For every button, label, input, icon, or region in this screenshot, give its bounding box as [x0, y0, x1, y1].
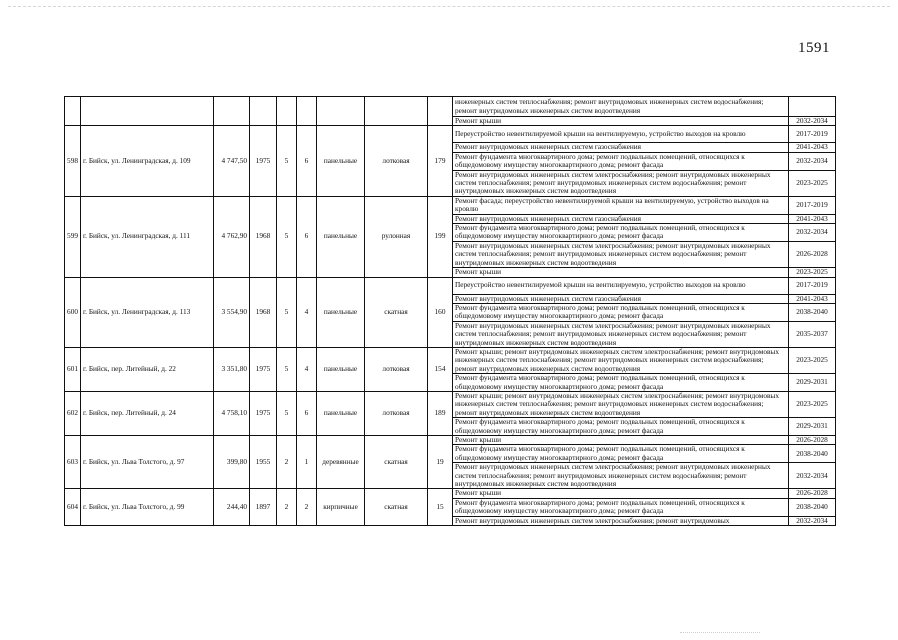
address-cell: г. Бийск, ул. Ленинградская, д. 111 [81, 196, 214, 277]
work-period: 2026-2028 [789, 489, 836, 498]
work-period [789, 97, 836, 117]
floors-cell: 5 [277, 277, 297, 347]
work-description: Ремонт внутридомовых инженерных систем газоснабжения [453, 214, 789, 223]
work-period: 2032-2034 [789, 463, 836, 489]
year-cell: 1975 [250, 347, 277, 391]
housing-repair-table [64, 96, 836, 526]
area-cell: 4 758,10 [214, 391, 250, 435]
residents-cell [428, 97, 453, 126]
work-description: Ремонт внутридомовых инженерных систем газоснабжения [453, 143, 789, 152]
row-number: 599 [65, 196, 81, 277]
work-period: 2035-2037 [789, 321, 836, 347]
address-cell: г. Бийск, пер. Литейный, д. 22 [81, 347, 214, 391]
residents-cell: 189 [428, 391, 453, 435]
row-number: 603 [65, 436, 81, 489]
entrances-cell: 1 [297, 436, 317, 489]
work-period: 2032-2034 [789, 117, 836, 126]
work-description: Ремонт крыши; ремонт внутридомовых инженерных систем электроснабжения; ремонт внутридомовых инженерных систем теплоснабжения; ремонт внутридомовых инженерных систем водоснабжения; ремонт внутридомовых инженерных систем водоотведения [453, 347, 789, 373]
walls-cell: панельные [317, 196, 365, 277]
work-description: Ремонт фундамента многоквартирного дома; ремонт подвальных помещений, относящихся к общедомовому имуществу многоквартирного дома; ремонт фасада [453, 445, 789, 463]
work-period: 2032-2034 [789, 152, 836, 170]
table-row [65, 391, 836, 417]
work-description: Ремонт внутридомовых инженерных систем электроснабжения; ремонт внутридомовых [453, 516, 789, 525]
row-number [65, 97, 81, 126]
work-description: Ремонт фундамента многоквартирного дома; ремонт подвальных помещений, относящихся к общедомовому имуществу многоквартирного дома; ремонт фасада [453, 303, 789, 321]
roof-cell: лотковая [365, 391, 428, 435]
table-row [65, 97, 836, 117]
year-cell: 1975 [250, 126, 277, 196]
year-cell: 1968 [250, 196, 277, 277]
address-cell: г. Бийск, ул. Льва Толстого, д. 99 [81, 489, 214, 526]
table-row [65, 489, 836, 498]
work-description: Переустройство невентилируемой крыши на вентилируемую, устройство выходов на кровлю [453, 277, 789, 294]
residents-cell: 154 [428, 347, 453, 391]
work-period: 2041-2043 [789, 214, 836, 223]
work-period: 2041-2043 [789, 294, 836, 303]
work-period: 2017-2019 [789, 277, 836, 294]
area-cell: 399,80 [214, 436, 250, 489]
work-period: 2029-2031 [789, 374, 836, 392]
work-period: 2017-2019 [789, 196, 836, 214]
year-cell [250, 97, 277, 126]
residents-cell: 199 [428, 196, 453, 277]
work-description: Ремонт крыши [453, 268, 789, 277]
work-period: 2017-2019 [789, 126, 836, 143]
work-description: Ремонт внутридомовых инженерных систем электроснабжения; ремонт внутридомовых инженерных систем теплоснабжения; ремонт внутридомовых инженерных систем водоснабжения; ремонт внутридомовых инженерных систем водоотведения [453, 463, 789, 489]
work-description: Ремонт фундамента многоквартирного дома; ремонт подвальных помещений, относящихся к общедомовому имуществу многоквартирного дома; ремонт фасада [453, 224, 789, 242]
year-cell: 1975 [250, 391, 277, 435]
row-number: 600 [65, 277, 81, 347]
scan-top-edge [8, 6, 890, 7]
table-row [65, 347, 836, 373]
roof-cell: рулонная [365, 196, 428, 277]
entrances-cell: 4 [297, 347, 317, 391]
work-description: Ремонт внутридомовых инженерных систем электроснабжения; ремонт внутридомовых инженерных систем теплоснабжения; ремонт внутридомовых инженерных систем водоснабжения; ремонт внутридомовых инженерных систем водоотведения [453, 170, 789, 196]
walls-cell: деревянные [317, 436, 365, 489]
page-number: 1591 [798, 40, 830, 56]
year-cell: 1968 [250, 277, 277, 347]
year-cell: 1955 [250, 436, 277, 489]
scan-bottom-mark [680, 632, 760, 633]
row-number: 598 [65, 126, 81, 196]
work-period: 2023-2025 [789, 347, 836, 373]
work-period: 2038-2040 [789, 498, 836, 516]
floors-cell [277, 97, 297, 126]
residents-cell: 15 [428, 489, 453, 526]
year-cell: 1897 [250, 489, 277, 526]
floors-cell: 5 [277, 347, 297, 391]
work-period: 2041-2043 [789, 143, 836, 152]
row-number: 602 [65, 391, 81, 435]
work-period: 2038-2040 [789, 445, 836, 463]
area-cell: 3 554,90 [214, 277, 250, 347]
walls-cell: панельные [317, 391, 365, 435]
work-description: Ремонт фундамента многоквартирного дома; ремонт подвальных помещений, относящихся к общедомовому имуществу многоквартирного дома; ремонт фасада [453, 418, 789, 436]
address-cell [81, 97, 214, 126]
floors-cell: 2 [277, 436, 297, 489]
walls-cell: панельные [317, 126, 365, 196]
work-period: 2023-2025 [789, 268, 836, 277]
roof-cell: скатная [365, 436, 428, 489]
area-cell: 4 762,90 [214, 196, 250, 277]
work-description: Ремонт фасада; переустройство невентилируемой крыши на вентилируемую, устройство выходов на кровлю [453, 196, 789, 214]
residents-cell: 160 [428, 277, 453, 347]
area-cell [214, 97, 250, 126]
work-period: 2026-2028 [789, 241, 836, 267]
area-cell: 244,40 [214, 489, 250, 526]
walls-cell: панельные [317, 277, 365, 347]
work-description: Ремонт фундамента многоквартирного дома; ремонт подвальных помещений, относящихся к общедомовому имуществу многоквартирного дома; ремонт фасада [453, 374, 789, 392]
table-row [65, 277, 836, 294]
work-description: Ремонт фундамента многоквартирного дома; ремонт подвальных помещений, относящихся к общедомовому имуществу многоквартирного дома; ремонт фасада [453, 152, 789, 170]
work-description: Ремонт внутридомовых инженерных систем электроснабжения; ремонт внутридомовых инженерных систем теплоснабжения; ремонт внутридомовых инженерных систем водоснабжения; ремонт внутридомовых инженерных систем водоотведения [453, 321, 789, 347]
roof-cell: скатная [365, 489, 428, 526]
residents-cell: 179 [428, 126, 453, 196]
entrances-cell: 2 [297, 489, 317, 526]
work-description: Ремонт внутридомовых инженерных систем газоснабжения [453, 294, 789, 303]
address-cell: г. Бийск, ул. Ленинградская, д. 113 [81, 277, 214, 347]
entrances-cell [297, 97, 317, 126]
address-cell: г. Бийск, ул. Ленинградская, д. 109 [81, 126, 214, 196]
roof-cell: лотковая [365, 126, 428, 196]
work-period: 2038-2040 [789, 303, 836, 321]
table-row [65, 436, 836, 445]
work-period: 2029-2031 [789, 418, 836, 436]
work-description: Ремонт крыши [453, 117, 789, 126]
work-period: 2032-2034 [789, 516, 836, 525]
roof-cell: скатная [365, 277, 428, 347]
address-cell: г. Бийск, пер. Литейный, д. 24 [81, 391, 214, 435]
work-description: Ремонт фундамента многоквартирного дома; ремонт подвальных помещений, относящихся к общедомовому имуществу многоквартирного дома; ремонт фасада [453, 498, 789, 516]
work-description: Переустройство невентилируемой крыши на вентилируемую, устройство выходов на кровлю [453, 126, 789, 143]
roof-cell: лотковая [365, 347, 428, 391]
entrances-cell: 6 [297, 126, 317, 196]
roof-cell [365, 97, 428, 126]
area-cell: 4 747,50 [214, 126, 250, 196]
work-description: Ремонт внутридомовых инженерных систем электроснабжения; ремонт внутридомовых инженерных систем теплоснабжения; ремонт внутридомовых инженерных систем водоснабжения; ремонт внутридомовых инженерных систем водоотведения [453, 241, 789, 267]
floors-cell: 5 [277, 126, 297, 196]
work-description: Ремонт крыши [453, 489, 789, 498]
row-number: 604 [65, 489, 81, 526]
floors-cell: 2 [277, 489, 297, 526]
work-description: инженерных систем теплоснабжения; ремонт внутридомовых инженерных систем водоснабжения; ремонт внутридомовых инженерных систем водоотведения [453, 97, 789, 117]
area-cell: 3 351,80 [214, 347, 250, 391]
walls-cell: панельные [317, 347, 365, 391]
entrances-cell: 4 [297, 277, 317, 347]
work-description: Ремонт крыши [453, 436, 789, 445]
work-period: 2026-2028 [789, 436, 836, 445]
walls-cell: кирпичные [317, 489, 365, 526]
work-period: 2023-2025 [789, 170, 836, 196]
table-row [65, 196, 836, 214]
walls-cell [317, 97, 365, 126]
residents-cell: 19 [428, 436, 453, 489]
entrances-cell: 6 [297, 196, 317, 277]
floors-cell: 5 [277, 196, 297, 277]
work-period: 2023-2025 [789, 391, 836, 417]
floors-cell: 5 [277, 391, 297, 435]
row-number: 601 [65, 347, 81, 391]
work-description: Ремонт крыши; ремонт внутридомовых инженерных систем электроснабжения; ремонт внутридомовых инженерных систем теплоснабжения; ремонт внутридомовых инженерных систем водоснабжения; ремонт внутридомовых инженерных систем водоотведения [453, 391, 789, 417]
work-period: 2032-2034 [789, 224, 836, 242]
address-cell: г. Бийск, ул. Льва Толстого, д. 97 [81, 436, 214, 489]
entrances-cell: 6 [297, 391, 317, 435]
table-row [65, 126, 836, 143]
